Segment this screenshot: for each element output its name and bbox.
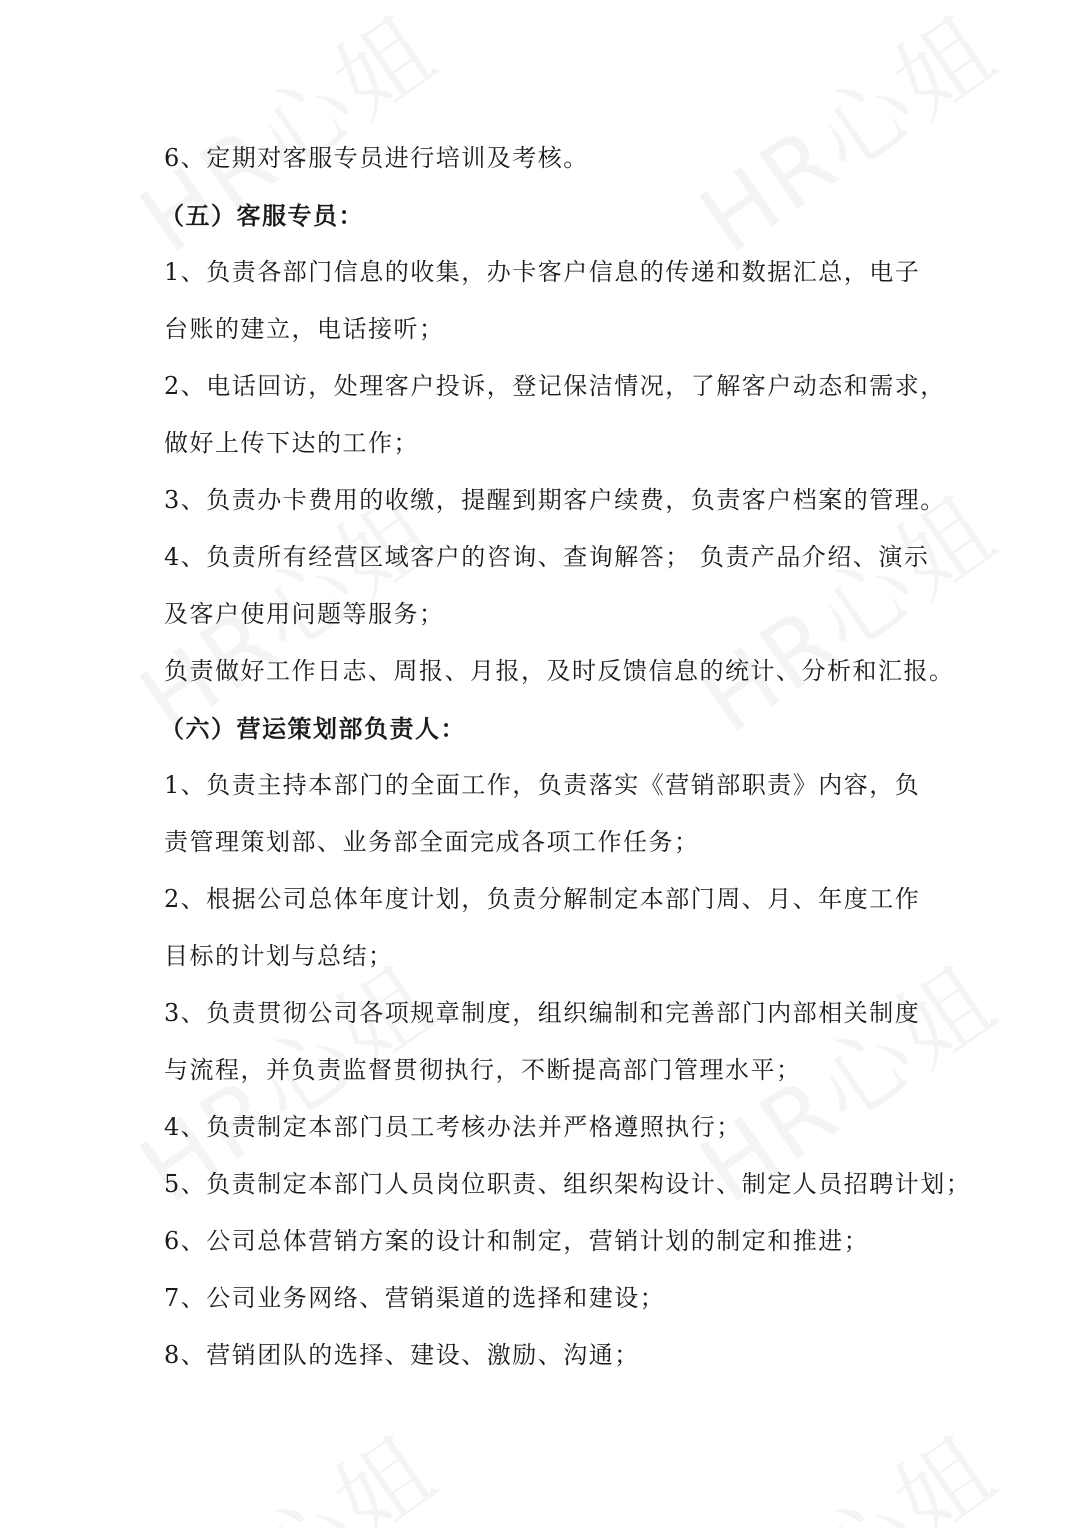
section-heading: （六）营运策划部负责人： — [160, 714, 466, 743]
list-item: 5、负责制定本部门人员岗位职责、组织架构设计、制定人员招聘计划； — [164, 1170, 972, 1198]
list-item: 3、负责办卡费用的收缴，提醒到期客户续费，负责客户档案的管理。 — [164, 486, 946, 514]
list-item: 目标的计划与总结； — [164, 942, 394, 970]
list-item: 7、公司业务网络、营销渠道的选择和建设； — [164, 1284, 666, 1312]
list-item: 责管理策划部、业务部全面完成各项工作任务； — [164, 828, 700, 856]
watermark — [670, 1399, 1019, 1528]
section-heading: （五）客服专员： — [160, 201, 364, 230]
list-item: 4、负责制定本部门员工考核办法并严格遵照执行； — [164, 1113, 742, 1141]
list-item: 及客户使用问题等服务； — [164, 600, 445, 628]
document-body — [160, 130, 972, 1384]
list-item: 6、公司总体营销方案的设计和制定，营销计划的制定和推进； — [164, 1227, 870, 1255]
list-item: 3、负责贯彻公司各项规章制度，组织编制和完善部门内部相关制度 — [164, 999, 921, 1027]
list-item: 与流程，并负责监督贯彻执行，不断提高部门管理水平； — [164, 1056, 802, 1084]
list-item: 2、电话回访，处理客户投诉，登记保洁情况，了解客户动态和需求， — [164, 372, 946, 400]
watermark — [110, 1399, 459, 1528]
list-item: 负责做好工作日志、周报、月报，及时反馈信息的统计、分析和汇报。 — [164, 657, 955, 685]
list-item: 1、负责主持本部门的全面工作，负责落实《营销部职责》内容，负 — [164, 771, 921, 799]
list-item: 台账的建立，电话接听； — [164, 315, 445, 343]
list-item: 6、定期对客服专员进行培训及考核。 — [164, 144, 589, 172]
list-item: 4、负责所有经营区域客户的咨询、查询解答； 负责产品介绍、演示 — [164, 543, 930, 571]
list-item: 做好上传下达的工作； — [164, 429, 419, 457]
list-item: 2、根据公司总体年度计划，负责分解制定本部门周、月、年度工作 — [164, 885, 921, 913]
list-item: 1、负责各部门信息的收集，办卡客户信息的传递和数据汇总，电子 — [164, 258, 921, 286]
list-item: 8、营销团队的选择、建设、激励、沟通； — [164, 1341, 640, 1369]
